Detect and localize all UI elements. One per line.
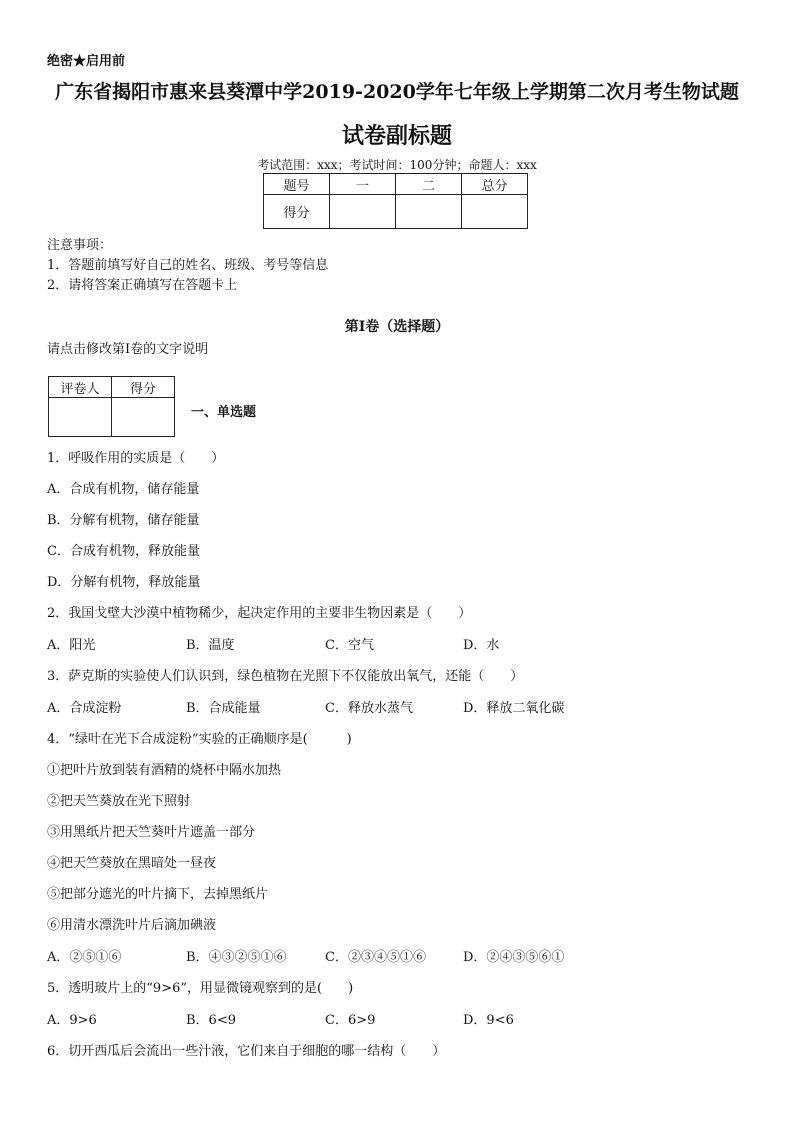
question-stem: 4．“绿叶在光下合成淀粉”实验的正确顺序是( ) (47, 732, 352, 747)
question-step: ①把叶片放到装有酒精的烧杯中隔水加热 (47, 763, 282, 778)
notice-item: 2．请将答案正确填写在答题卡上 (47, 278, 238, 293)
question-stem: 5．透明玻片上的“9>6”，用显微镜观察到的是( ) (47, 981, 354, 996)
question-option: A．9>6 (47, 1013, 97, 1028)
question-option: B．④③②⑤①⑥ (186, 950, 287, 965)
question-step: ③用黑纸片把天竺葵叶片遮盖一部分 (47, 825, 256, 840)
score-header-cell: 题号 (264, 174, 330, 195)
question-option: C．②③④⑤①⑥ (325, 950, 426, 965)
question-option: D．9<6 (463, 1013, 514, 1028)
question-option: A．阳光 (47, 638, 96, 653)
question-option: C．合成有机物，释放能量 (47, 544, 200, 559)
question-option: C．释放水蒸气 (325, 701, 413, 716)
grader-value-cell (112, 398, 175, 437)
score-label-cell: 得分 (264, 195, 330, 229)
section-description: 请点击修改第I卷的文字说明 (47, 342, 209, 357)
question-option: B．6<9 (186, 1013, 236, 1028)
score-header-cell: 总分 (462, 174, 528, 195)
section-title: 第I卷（选择题） (344, 319, 450, 335)
question-option: C．空气 (325, 638, 374, 653)
question-option: D．分解有机物，释放能量 (47, 575, 201, 590)
question-option: A．合成有机物，储存能量 (47, 482, 200, 497)
exam-subtitle: 试卷副标题 (341, 123, 452, 149)
grader-table (48, 376, 175, 437)
notice-item: 1．答题前填写好自己的姓名、班级、考号等信息 (47, 258, 329, 273)
question-option: D．②④③⑤⑥① (463, 950, 565, 965)
question-option: B．分解有机物，储存能量 (47, 513, 200, 528)
score-value-cell (330, 195, 396, 229)
secret-label: 绝密★启用前 (47, 54, 126, 69)
exam-info: 考试范围：xxx；考试时间：100分钟；命题人：xxx (257, 158, 537, 172)
grader-header-cell: 得分 (112, 377, 175, 398)
question-step: ⑥用清水漂洗叶片后滴加碘液 (47, 918, 217, 933)
question-option: B．温度 (186, 638, 235, 653)
notice-heading: 注意事项： (47, 238, 113, 253)
score-header-cell: 二 (396, 174, 462, 195)
grader-value-cell (49, 398, 112, 437)
question-step: ②把天竺葵放在光下照射 (47, 794, 191, 809)
question-option: A．②⑤①⑥ (47, 950, 122, 965)
score-header-cell: 一 (330, 174, 396, 195)
question-option: D．释放二氧化碳 (463, 701, 565, 716)
score-table (263, 173, 528, 229)
exam-title: 广东省揭阳市惠来县葵潭中学2019-2020学年七年级上学期第二次月考生物试题 (55, 81, 739, 103)
part-title: 一、单选题 (191, 405, 257, 420)
question-step: ⑤把部分遮光的叶片摘下，去掉黑纸片 (47, 887, 269, 902)
question-step: ④把天竺葵放在黑暗处一昼夜 (47, 856, 217, 871)
question-option: D．水 (463, 638, 500, 653)
question-option: A．合成淀粉 (47, 701, 122, 716)
question-stem: 2．我国戈壁大沙漠中植物稀少，起决定作用的主要非生物因素是（ ） (47, 606, 472, 621)
grader-header-cell: 评卷人 (49, 377, 112, 398)
question-stem: 6．切开西瓜后会流出一些汁液，它们来自于细胞的哪一结构（ ） (47, 1044, 446, 1059)
score-value-cell (396, 195, 462, 229)
score-value-cell (462, 195, 528, 229)
question-option: B．合成能量 (186, 701, 261, 716)
question-stem: 1．呼吸作用的实质是（ ） (47, 451, 225, 466)
question-stem: 3．萨克斯的实验使人们认识到，绿色植物在光照下不仅能放出氧气，还能（ ） (47, 669, 524, 684)
question-option: C．6>9 (325, 1013, 376, 1028)
